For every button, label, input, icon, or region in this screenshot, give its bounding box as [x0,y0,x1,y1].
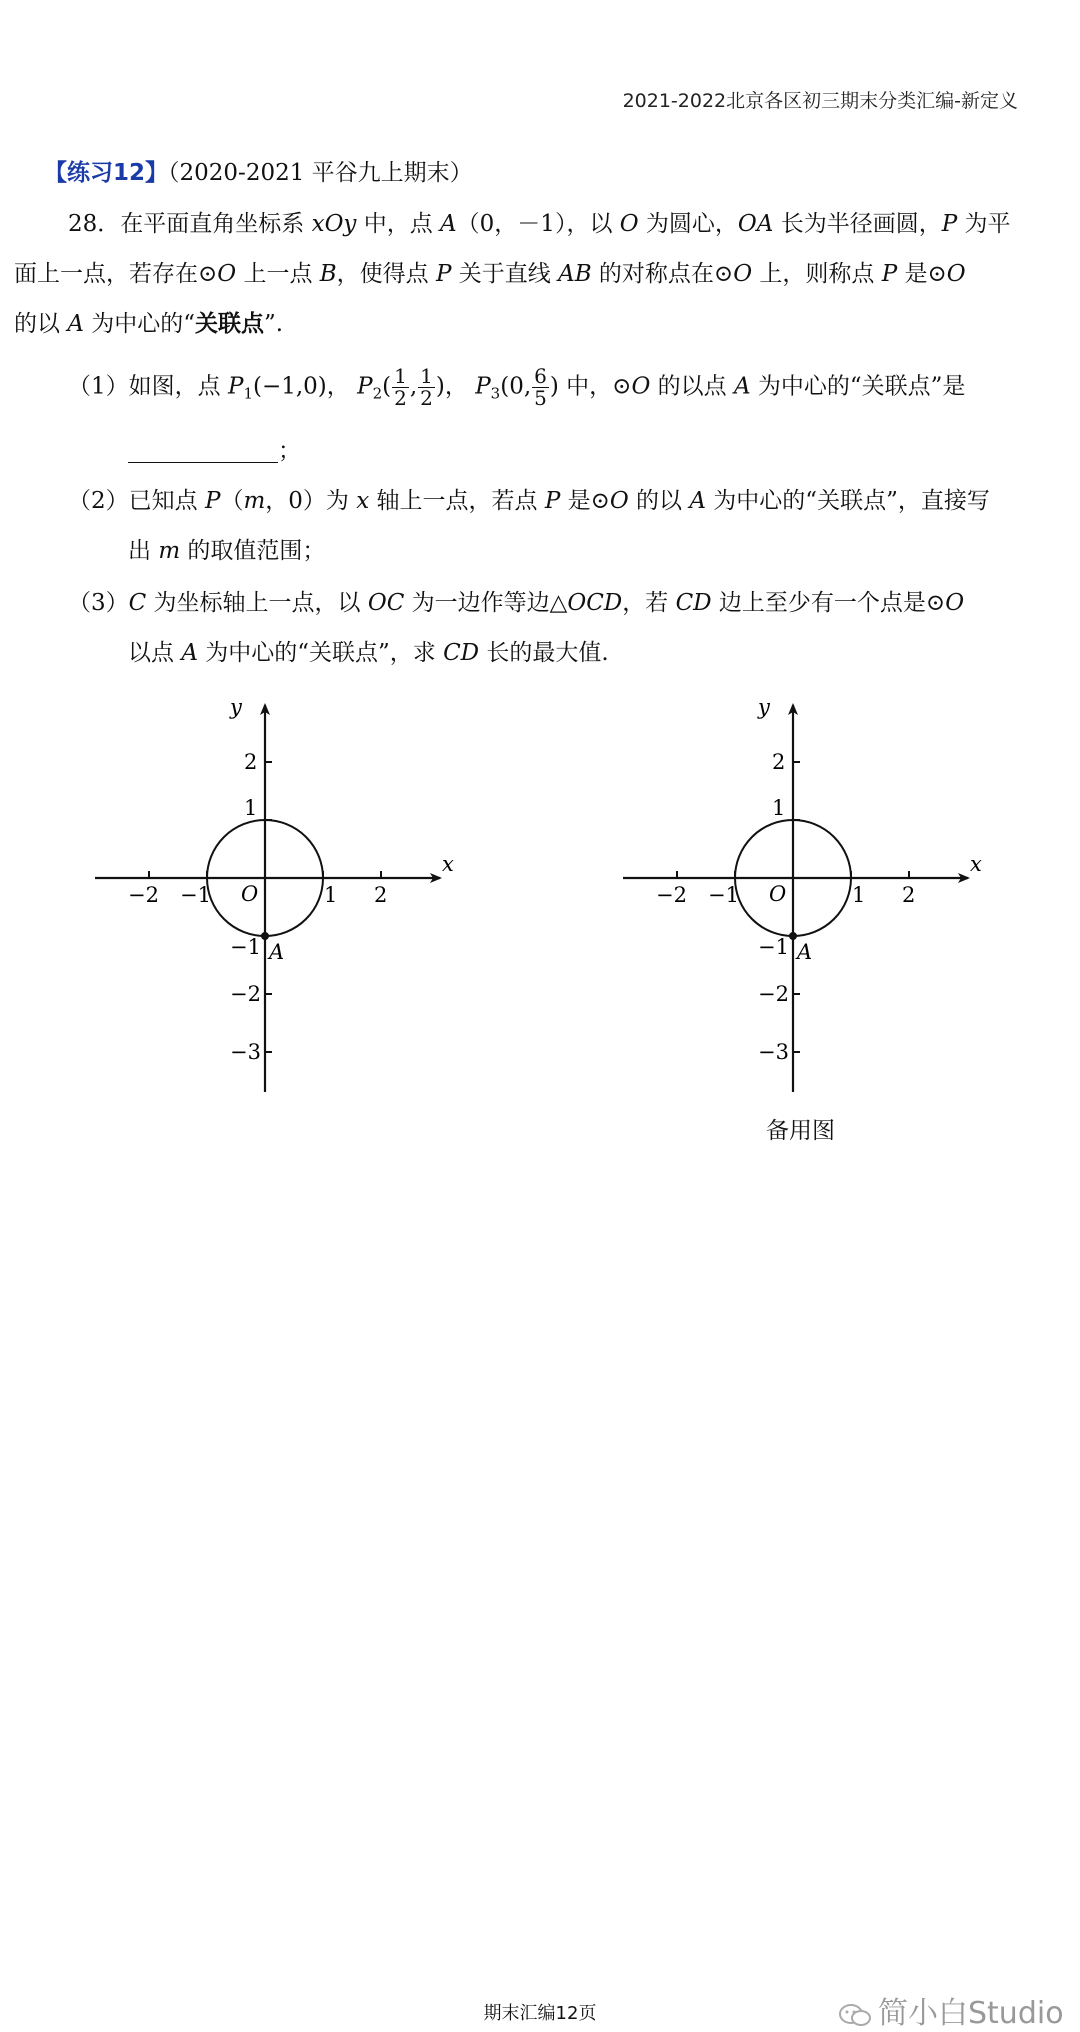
text: 上，则称点 [752,261,882,287]
problem-line-3 [14,313,283,336]
y-tick-label: −3 [230,1040,261,1064]
y-tick-label: −1 [758,935,789,959]
text: 长的最大值. [479,640,609,666]
math-var: P [941,211,958,237]
text: ，0）为 [265,488,357,514]
text: ”. [264,311,284,337]
denominator: 5 [534,386,547,410]
problem-number: 28． [68,211,121,237]
exercise-source: （2020-2021 平谷九上期末） [168,160,473,186]
text: 上一点 [236,261,320,287]
text: ， [444,373,468,400]
math-var: P [204,488,221,514]
text: 长为半径画圆， [773,211,942,237]
text: 面上一点，若存在⊙ [14,261,218,287]
text: 的以点 [650,373,734,400]
math-var: OCD [567,590,623,616]
exercise-heading [44,162,473,185]
math-var: O [946,261,966,287]
subscript: 1 [243,384,253,403]
text: 的以 [14,311,68,337]
y-axis-label: y [758,695,770,719]
y-tick-label: 1 [772,796,786,820]
text: (0, [500,373,532,400]
text: 为中心的“关联点”，求 [197,640,444,666]
text: 为中心的“关联点”是 [750,373,966,400]
math-var: A [733,373,751,400]
math-var: A [689,488,706,514]
text: , [409,373,418,400]
math-var: OC [367,590,405,616]
y-tick-label: 1 [244,796,258,820]
x-tick-label: 2 [374,883,388,907]
math-var: m [158,538,181,564]
x-tick-label: 1 [324,883,338,907]
text: 关于直线 [451,261,559,287]
text: 为坐标轴上一点，以 [146,590,368,616]
fraction [418,366,435,409]
x-tick-label: −2 [128,883,159,907]
y-tick-label: 2 [772,750,786,774]
text: 为中心的“ [83,311,196,337]
subscript: 3 [490,384,501,403]
numerator: 6 [534,364,547,388]
math-var: C [128,590,147,616]
part2-line-1 [68,490,990,513]
math-var: OA [737,211,774,237]
text: ， [326,373,350,400]
math-var: m [243,488,266,514]
math-var: O [945,590,965,616]
math-var: P [544,488,561,514]
math-var: O [609,488,629,514]
text: 为一边作等边△ [404,590,568,616]
text: 中，点 [356,211,441,237]
text: 出 [128,538,159,564]
math-var: xOy [311,211,357,237]
math-var: A [440,211,457,237]
math-var: O [631,373,651,400]
part1-line-1 [68,366,965,409]
text: 的以 [628,488,690,514]
problem-line-2 [14,263,966,286]
point-A-label: A [797,940,813,964]
text: 轴上一点，若点 [369,488,545,514]
part3-line-1 [68,592,964,615]
origin-label: O [769,882,787,906]
text: 以点 [128,640,182,666]
y-tick-label: −3 [758,1040,789,1064]
text: 为中心的“关联点”，直接写 [706,488,990,514]
text: 中，⊙ [558,373,632,400]
text: （1）如图，点 [68,373,228,400]
math-var: O [619,211,639,237]
text: 边上至少有一个点是⊙ [711,590,946,616]
point-A-label: A [269,940,285,964]
text: ，使得点 [336,261,436,287]
math-var: CD [675,590,712,616]
coordinate-graph-spare [608,690,988,1110]
text: 在平面直角坐标系 [120,211,312,237]
x-tick-label: 2 [902,883,916,907]
text: （ [220,488,244,514]
text: （2）已知点 [68,488,205,514]
text: ) [549,373,559,400]
x-tick-label: 1 [852,883,866,907]
fraction [392,366,409,409]
text: ( [382,373,392,400]
page-footer: 期末汇编12页 [483,2003,597,2024]
numerator: 1 [420,364,433,388]
denominator: 2 [420,386,433,410]
wechat-icon [838,2003,872,2027]
x-tick-label: −2 [656,883,687,907]
watermark-text: 简小白Studio [878,1996,1064,2031]
text: 是⊙ [560,488,610,514]
denominator: 2 [394,386,407,410]
math-var: A [67,311,84,337]
math-var: CD [443,640,480,666]
fraction [532,366,549,409]
point-A [789,932,797,940]
text: 是⊙ [897,261,947,287]
part3-line-2 [128,642,609,665]
text: 为圆心， [638,211,738,237]
text: （0，－1），以 [456,211,620,237]
coordinate: (−1,0) [252,373,327,400]
math-var: P [475,373,491,400]
problem-line-1 [68,213,1011,236]
math-var: P [881,261,898,287]
origin-label: O [241,882,259,906]
text: ) [435,373,445,400]
point-A [261,932,269,940]
x-axis-label: x [442,852,454,876]
math-var: O [217,261,237,287]
numerator: 1 [394,364,407,388]
math-var: P [227,373,244,400]
answer-blank [128,442,278,463]
subscript: 2 [372,384,383,403]
y-tick-label: −2 [758,982,789,1006]
x-tick-label: −1 [708,883,739,907]
math-var: P [357,373,373,400]
text: ，若 [622,590,676,616]
math-var: x [356,488,370,514]
text: 为平 [957,211,1011,237]
math-var: O [733,261,753,287]
spare-figure-caption: 备用图 [766,1118,835,1144]
text: （3） [68,590,129,616]
x-tick-label: −1 [180,883,211,907]
watermark [838,1988,1064,2032]
text: 的对称点在⊙ [591,261,734,287]
x-axis-label: x [970,852,982,876]
text: ； [278,438,301,464]
math-var: AB [558,261,592,287]
math-var: P [435,261,452,287]
math-var: A [181,640,198,666]
text: 的取值范围； [180,538,326,564]
y-tick-label: −1 [230,935,261,959]
key-term: 关联点 [195,311,265,337]
page-header: 2021-2022北京各区初三期末分类汇编-新定义 [622,90,1018,112]
part1-answer-line [128,440,301,463]
y-axis-label: y [230,695,242,719]
coordinate-graph-main [80,690,460,1110]
y-tick-label: −2 [230,982,261,1006]
math-var: B [319,261,337,287]
exercise-tag: 【练习12】 [44,160,169,186]
y-tick-label: 2 [244,750,258,774]
part2-line-2 [128,540,325,563]
